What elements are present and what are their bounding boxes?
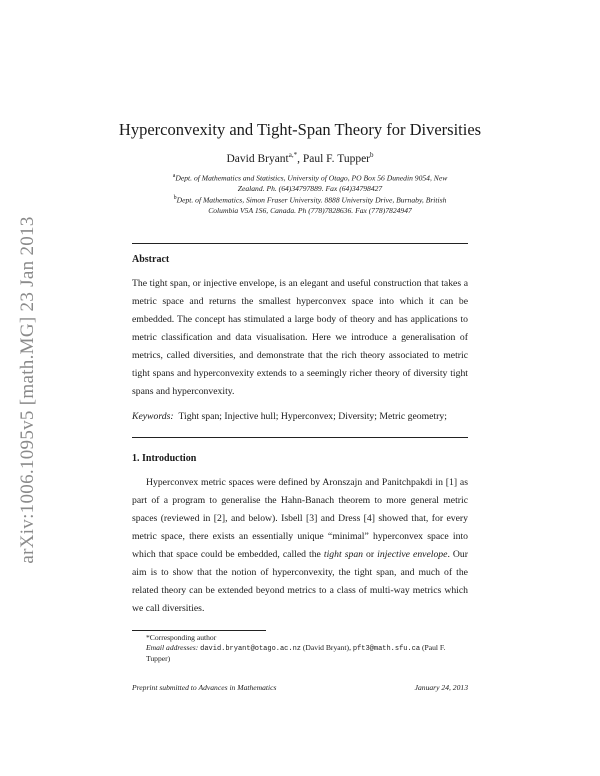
abstract-heading: Abstract	[132, 254, 170, 265]
keywords	[132, 408, 468, 426]
corresponding-author-note: *Corresponding author	[146, 633, 217, 642]
author-name: Paul F. Tupper	[302, 152, 371, 165]
affiliation	[150, 193, 470, 216]
section-heading: 1. Introduction	[132, 453, 197, 464]
intro-text: . Our aim is to show that the notion of hyperconvexity, the tight span, and much of the related theory can be extended beyond metrics to a class of multi-way metrics which we call diversities.	[132, 549, 468, 614]
affiliation-line: Columbia V5A 1S6, Canada. Ph (778)7828636. Fax (778)7824947	[208, 205, 412, 215]
intro-text: Hyperconvex metric spaces were defined by Aronszajn and Panitchpakdi in [1] as part of a program to generalise the Hahn-Banach theorem to more general metric spaces (reviewed in [2], and below). Isbell [3] and Dress [4] showed that, for every metric space, there exists an essentially unique “minimal” hyperconvex space into which that space could be embedded, called the	[132, 477, 468, 560]
intro-term: injective envelope	[377, 549, 448, 560]
email-owner: (Paul F. Tupper)	[146, 643, 446, 663]
author-line	[0, 151, 600, 165]
arxiv-side-stamp	[8, 200, 48, 580]
paper-title: Hyperconvexity and Tight-Span Theory for Diversities	[118, 120, 482, 139]
affiliation-line: Dept. of Mathematics, Simon Fraser University. 8888 University Drive, Burnaby, British	[176, 195, 447, 205]
abstract-top-rule	[132, 243, 468, 244]
email-link[interactable]: david.bryant@otago.ac.nz	[200, 645, 301, 653]
email-label: Email addresses:	[146, 643, 199, 652]
author-name: David Bryant	[226, 152, 289, 165]
author-mark: b	[370, 151, 374, 159]
intro-paragraph	[132, 474, 468, 618]
affiliation-mark: a	[172, 173, 176, 179]
affiliation-line: Zealand. Ph. (64)34797889. Fax (64)34798427	[237, 183, 383, 193]
author-separator: ,	[297, 152, 303, 165]
footer-submission: Preprint submitted to Advances in Mathematics	[132, 683, 277, 692]
intro-text: or	[363, 549, 378, 560]
email-owner: (David Bryant),	[300, 643, 353, 652]
footnote-rule	[132, 630, 266, 631]
footer-date: January 24, 2013	[414, 683, 468, 692]
email-addresses	[132, 643, 468, 664]
abstract-bottom-rule	[132, 437, 468, 438]
affiliation	[150, 171, 470, 194]
keywords-list: Tight span; Injective hull; Hyperconvex; Diversity; Metric geometry;	[178, 411, 447, 422]
arxiv-id-text: arXiv:1006.1095v5 [math.MG] 23 Jan 2013	[17, 216, 38, 564]
affiliation-line: Dept. of Mathematics and Statistics, University of Otago, PO Box 56 Dunedin 9054, New	[175, 173, 448, 183]
intro-term: tight span	[323, 549, 364, 560]
footnote	[132, 633, 468, 664]
abstract-text: The tight span, or injective envelope, is an elegant and useful construction that takes a metric space and returns the smallest hyperconvex space into which it can be embedded. The concept has stimulated a large body of theory and has applications to metric classification and data visualisation. Here we introduce a generalisation of metrics, called diversities, and demonstrate that the rich theory associated to metric tight spans and hyperconvexity extends to a seemingly richer theory of diversity tight spans and hyperconvexity.	[132, 278, 468, 397]
author-mark: a,*	[288, 151, 298, 159]
keywords-label: Keywords:	[132, 411, 174, 422]
affiliation-mark: b	[173, 195, 177, 201]
email-link[interactable]: pft3@math.sfu.ca	[352, 645, 421, 653]
